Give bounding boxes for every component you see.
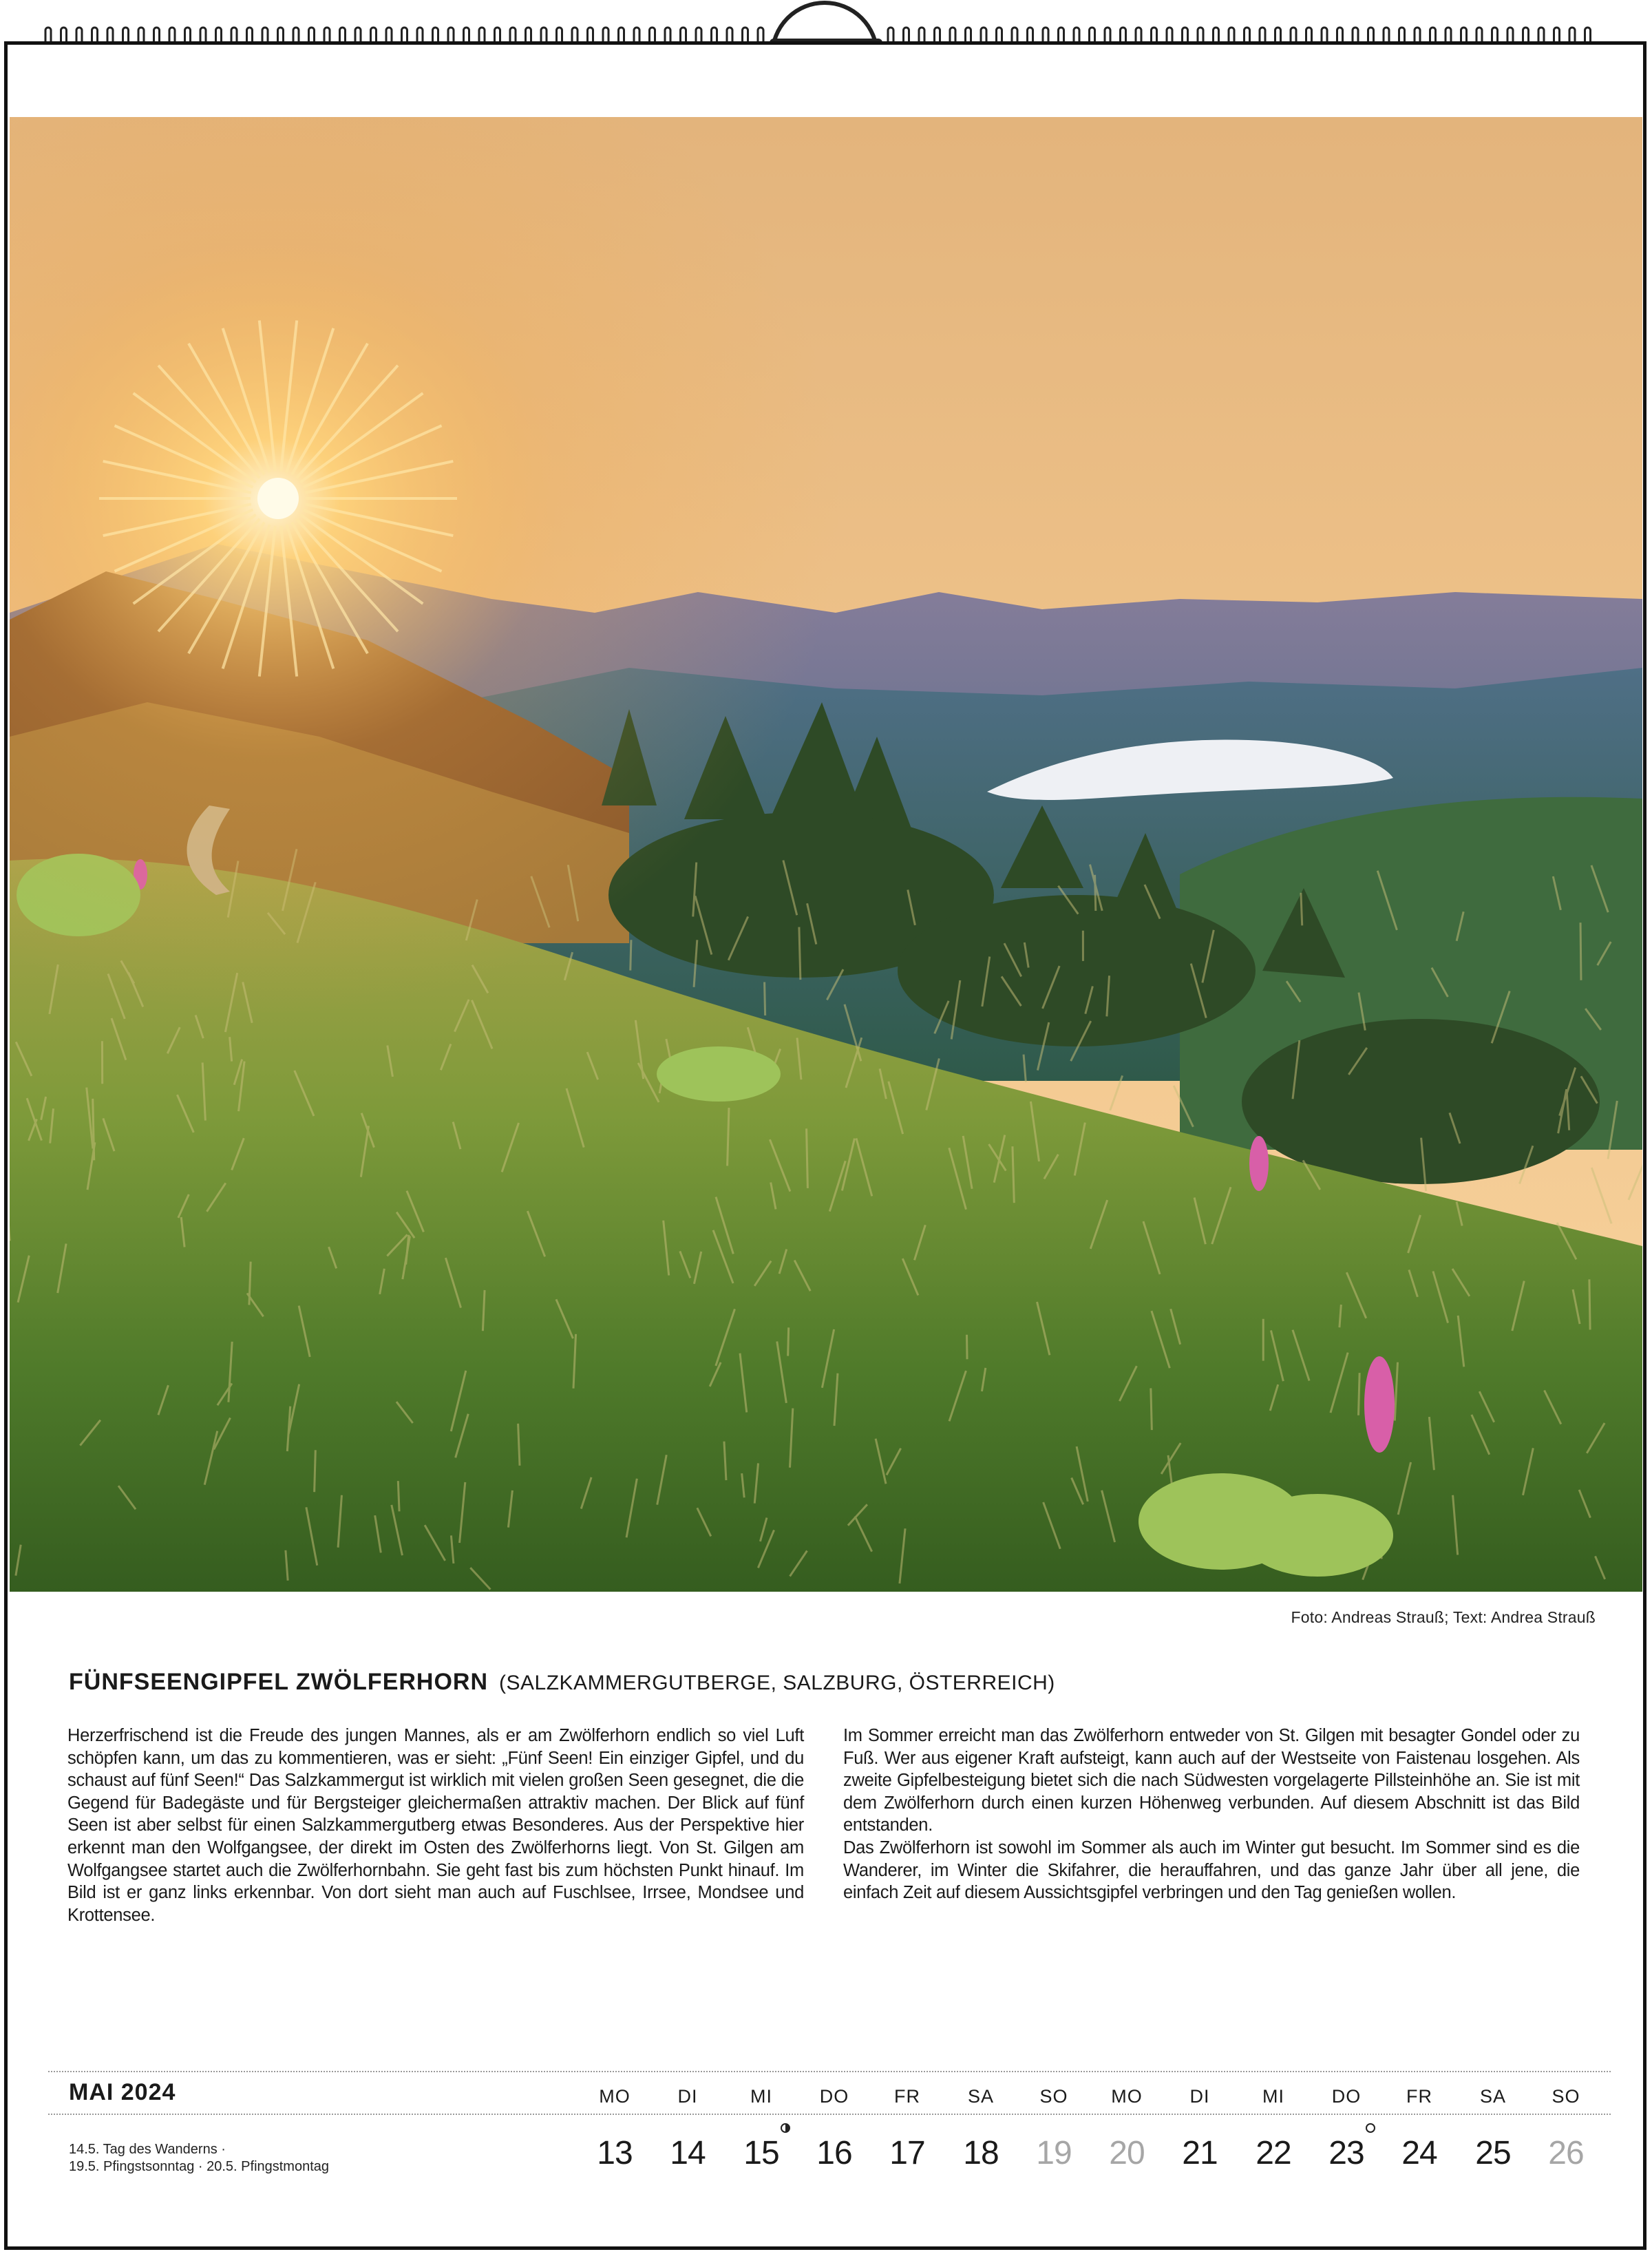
weekday-label: SO <box>1552 2086 1580 2107</box>
weekday-label: DO <box>819 2086 849 2107</box>
day-number: 13 <box>597 2135 633 2171</box>
article-text-left <box>67 1725 804 1926</box>
article-paragraph: Herzerfrischend ist die Freude des jungen Mannes, als er am Zwölferhorn endlich so viel Luft schöpfen kann, um das zu kommentieren, was er sieht: „Fünf Seen! Ein einziger Gipfel, und du schaust auf fünf Seen!“ Das Salzkammergut ist wirklich mit vielen großen Seen gesegnet, die die Gegend für Badegäste und für Bergsteiger gleichermaßen attraktiv machen. Der Blick auf fünf Seen ist aber selbst für einen Salzkammergutberg etwas Besonderes. Aus der Perspektive hier erkennt man den Wolfgangsee, der direkt im Osten des Zwölferhorns liegt. Von St. Gilgen am Wolfgangsee startet auch die Zwölferhornbahn. Sie geht fast bis zum höchsten Punkt hinauf. Im Bild ist er ganz links erkennbar. Von dort sieht man auch auf Fuschlsee, Irrsee, Mondsee und Krottensee. <box>67 1726 804 1925</box>
weekday-label: DO <box>1331 2086 1362 2107</box>
weekday-label: SA <box>1479 2086 1507 2107</box>
day-number: 20 <box>1109 2135 1145 2171</box>
photo-credit: Foto: Andreas Strauß; Text: Andrea Strauß <box>1291 1608 1596 1626</box>
article-paragraph: Im Sommer erreicht man das Zwölferhorn entweder von St. Gilgen mit besagter Gondel oder zu Fuß. Wer aus eigener Kraft aufsteigt, kann auch auf der Westseite von Faistenau losgehen. Als zweite Gipfelbesteigung bietet sich die nach Südwesten vorgelagerte Pillsteinhöhe an. Sie ist mit dem Zwölferhorn durch einen kurzen Höhenweg verbunden. Auf diesem Abschnitt ist das Bild entstanden. <box>843 1726 1580 1835</box>
holiday-notes <box>69 2141 329 2176</box>
weekday-label: FR <box>1406 2086 1432 2107</box>
holiday-line: 19.5. Pfingstsonntag · 20.5. Pfingstmontag <box>69 2159 330 2174</box>
day-number: 16 <box>816 2135 852 2171</box>
article-subtitle: (SALZKAMMERGUTBERGE, SALZBURG, ÖSTERREICH) <box>499 1672 1055 1694</box>
day-number: 15 <box>743 2135 779 2171</box>
article-text-right <box>843 1725 1580 1904</box>
day-number: 26 <box>1548 2135 1584 2171</box>
holiday-line: 14.5. Tag des Wanderns · <box>69 2142 226 2157</box>
weekday-label: DI <box>1189 2086 1210 2107</box>
divider-top <box>48 2071 1611 2072</box>
day-number: 18 <box>963 2135 999 2171</box>
article-heading <box>69 1669 1583 1696</box>
day-number: 21 <box>1182 2135 1218 2171</box>
day-number: 14 <box>670 2135 706 2171</box>
day-number: 23 <box>1328 2135 1364 2171</box>
day-number: 19 <box>1036 2135 1072 2171</box>
landscape-illustration <box>10 117 1642 1592</box>
divider-mid <box>48 2114 1611 2115</box>
landscape-photo <box>10 117 1642 1592</box>
weekday-label: MO <box>599 2086 631 2107</box>
month-label: MAI 2024 <box>69 2079 176 2105</box>
weekday-label: MI <box>750 2086 772 2107</box>
weekday-label: MI <box>1262 2086 1284 2107</box>
day-number: 25 <box>1475 2135 1511 2171</box>
day-number: 22 <box>1256 2135 1291 2171</box>
day-number: 24 <box>1401 2135 1437 2171</box>
weekday-label: SA <box>967 2086 995 2107</box>
weekday-label: SO <box>1039 2086 1068 2107</box>
weekday-label: FR <box>894 2086 920 2107</box>
weekday-label: MO <box>1111 2086 1143 2107</box>
last-quarter-moon-icon <box>781 2123 790 2133</box>
article-title: FÜNFSEENGIPFEL ZWÖLFERHORN <box>69 1669 489 1695</box>
full-moon-icon <box>1366 2123 1375 2133</box>
weekday-label: DI <box>677 2086 698 2107</box>
day-number: 17 <box>889 2135 925 2171</box>
article-paragraph: Das Zwölferhorn ist sowohl im Sommer als auch im Winter gut besucht. Im Sommer sind es die Wanderer, im Winter die Skifahrer, die herauffahren, und das ganze Jahr über all jene, die einfach Zeit auf diesem Aussichtsgipfel verbringen und den Tag genießen wollen. <box>843 1837 1580 1903</box>
